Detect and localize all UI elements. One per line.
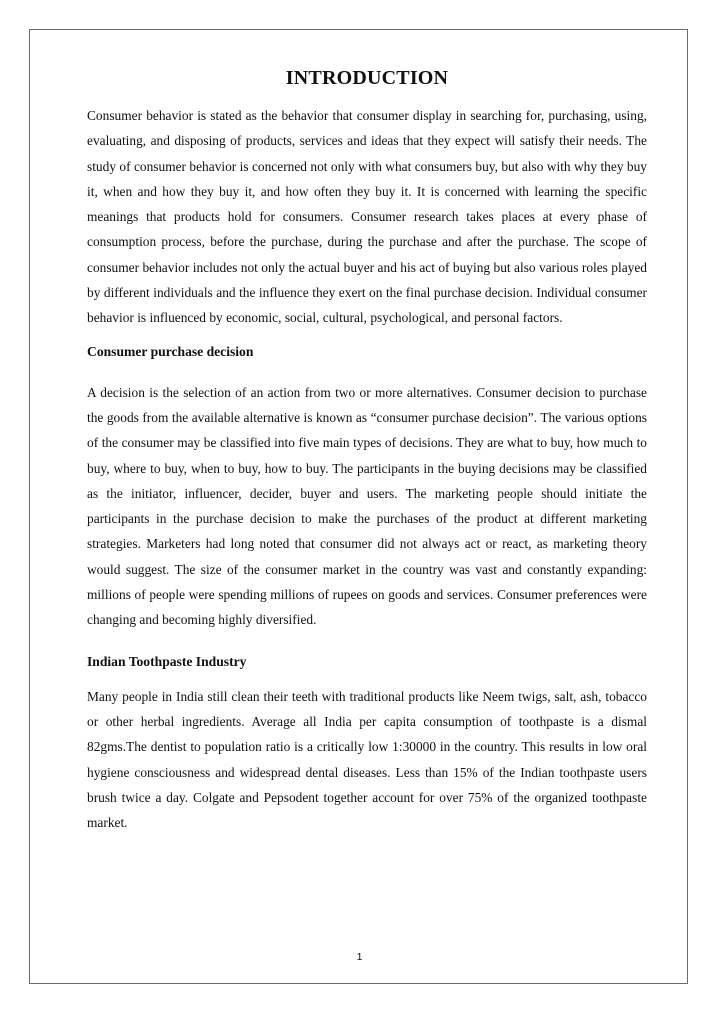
- document-body: [87, 63, 647, 835]
- intro-paragraph: Consumer behavior is stated as the behavior that consumer display in searching for, purchasing, using, evaluating, and disposing of products, services and ideas that they expect will satisfy their needs. The study of consumer behavior is concerned not only with what consumers buy, but also with why they buy it, when and how they buy it, and how often they buy it. It is concerned with learning the specific meanings that products hold for consumers. Consumer research takes places at every phase of consumption process, before the purchase, during the purchase and after the purchase. The scope of consumer behavior includes not only the actual buyer and his act of buying but also various roles played by different individuals and the influence they exert on the final purchase decision. Individual consumer behavior is influenced by economic, social, cultural, psychological, and personal factors.: [87, 108, 647, 326]
- section-heading-indian-toothpaste-industry: Indian Toothpaste Industry: [87, 653, 247, 669]
- indian-toothpaste-industry-paragraph: Many people in India still clean their teeth with traditional products like Neem twigs, salt, ash, tobacco or other herbal ingredients. Average all India per capita consumption of toothpaste is a dismal 82gms.The dentist to population ratio is a critically low 1:30000 in the country. This results in low oral hygiene consciousness and widespread dental diseases. Less than 15% of the Indian toothpaste users brush twice a day. Colgate and Pepsodent together account for over 75% of the organized toothpaste market.: [87, 688, 647, 831]
- consumer-purchase-decision-paragraph: A decision is the selection of an action from two or more alternatives. Consumer decision to purchase the goods from the available alternative is known as “consumer purchase decision”. The various options of the consumer may be classified into five main types of decisions. They are what to buy, how much to buy, where to buy, when to buy, how to buy. The participants in the buying decisions may be classified as the initiator, influencer, decider, buyer and users. The marketing people should initiate the participants in the purchase decision to make the purchases of the product at different marketing strategies. Marketers had long noted that consumer did not always act or react, as marketing theory would suggest. The size of the consumer market in the country was vast and constantly expanding: millions of people were spending millions of rupees on goods and services. Consumer preferences were changing and becoming highly diversified.: [87, 384, 647, 628]
- section-heading-consumer-purchase-decision: Consumer purchase decision: [87, 343, 254, 359]
- spacer: [87, 364, 647, 380]
- spacer: [87, 331, 647, 339]
- page-number: 1: [356, 951, 363, 963]
- spacer: [87, 674, 647, 684]
- page-title: INTRODUCTION: [285, 67, 449, 89]
- spacer: [87, 633, 647, 649]
